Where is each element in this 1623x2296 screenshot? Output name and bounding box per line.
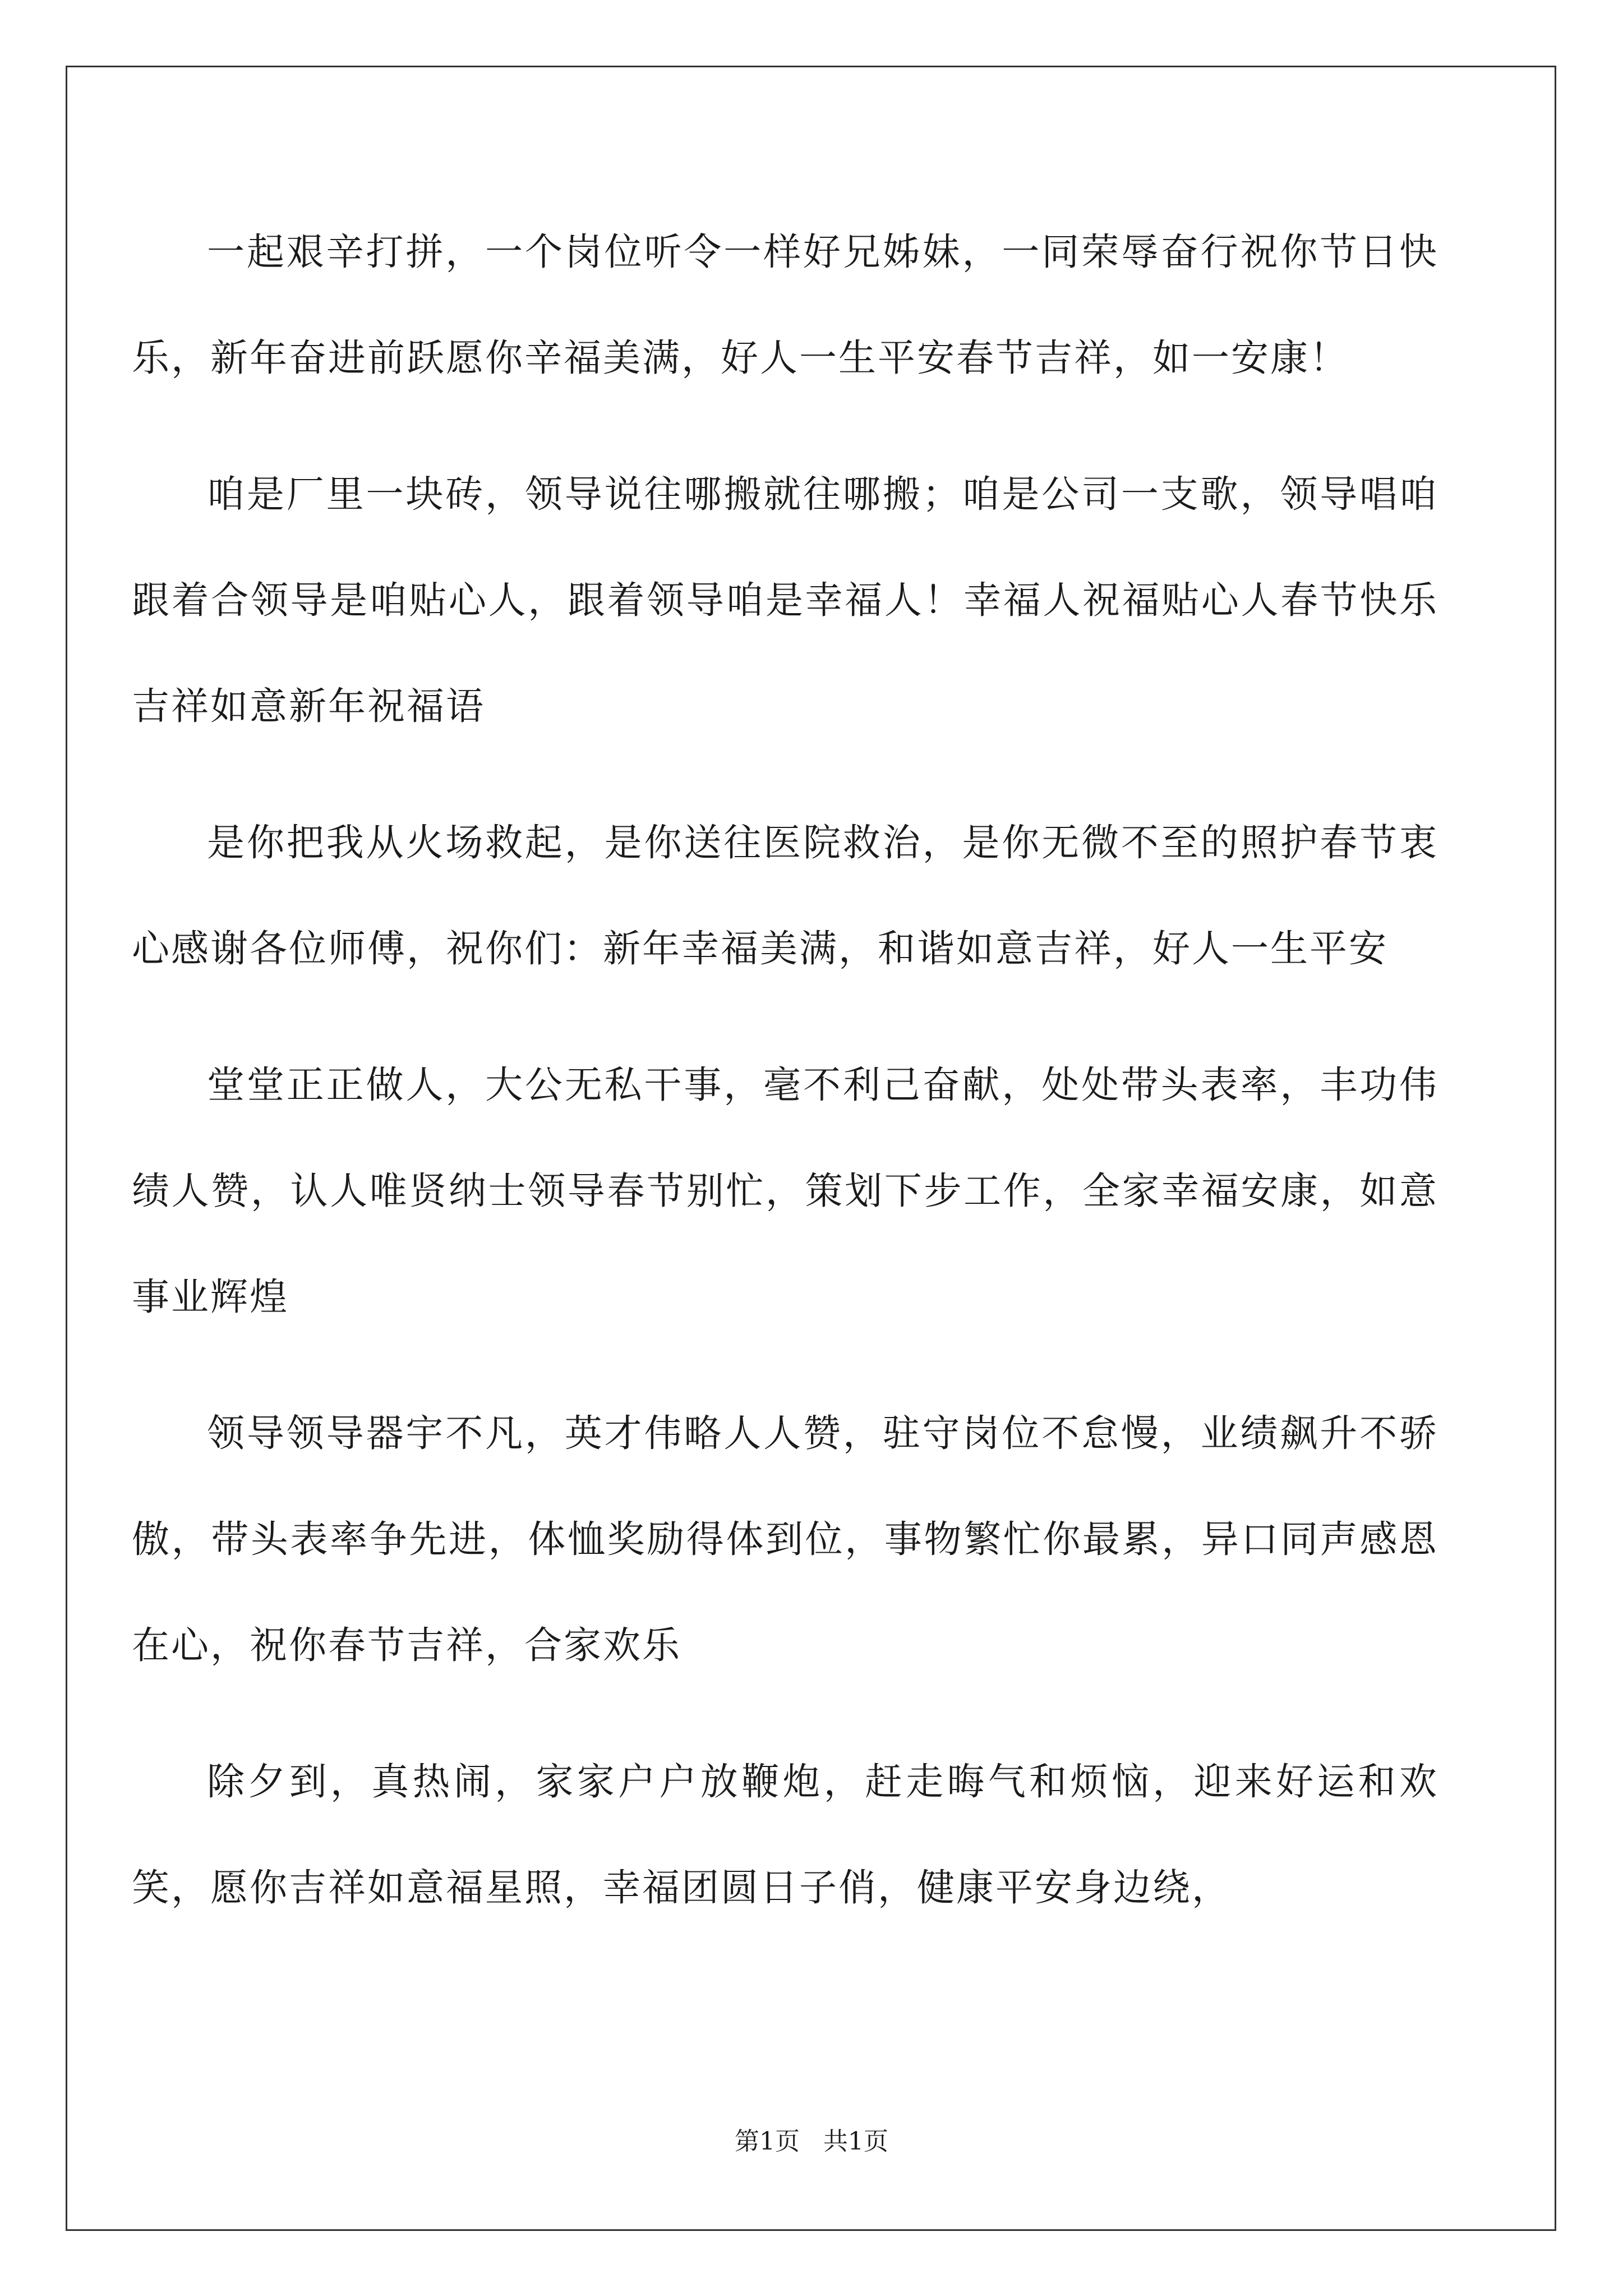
paragraph-6: 除夕到，真热闹，家家户户放鞭炮，赶走晦气和烦恼，迎来好运和欢笑，愿你吉祥如意福星照，幸福团圆日子俏，健康平安身边绕， xyxy=(132,1760,1438,1910)
page-total: 共1页 xyxy=(823,2127,888,2156)
document-body xyxy=(132,199,1438,1971)
page-footer xyxy=(0,2125,1623,2159)
paragraph-5: 领导领导器宇不凡，英才伟略人人赞，驻守岗位不怠慢，业绩飙升不骄傲，带头表率争先进，体恤奖励得体到位，事物繁忙你最累，异口同声感恩在心，祝你春节吉祥，合家欢乐 xyxy=(132,1411,1438,1667)
paragraph-3: 是你把我从火场救起，是你送往医院救治，是你无微不至的照护春节衷心感谢各位师傅，祝你们：新年幸福美满，和谐如意吉祥，好人一生平安 xyxy=(132,821,1438,970)
paragraph-4: 堂堂正正做人，大公无私干事，毫不利己奋献，处处带头表率，丰功伟绩人赞，认人唯贤纳士领导春节别忙，策划下步工作，全家幸福安康，如意事业辉煌 xyxy=(132,1063,1438,1319)
paragraph-1: 一起艰辛打拼，一个岗位听令一样好兄姊妹，一同荣辱奋行祝你节日快乐，新年奋进前跃愿你辛福美满，好人一生平安春节吉祥，如一安康！ xyxy=(132,230,1438,380)
page-number: 第1页 xyxy=(735,2127,800,2156)
paragraph-2: 咱是厂里一块砖，领导说往哪搬就往哪搬；咱是公司一支歌，领导唱咱跟着合领导是咱贴心人，跟着领导咱是幸福人！幸福人祝福贴心人春节快乐吉祥如意新年祝福语 xyxy=(132,472,1438,728)
